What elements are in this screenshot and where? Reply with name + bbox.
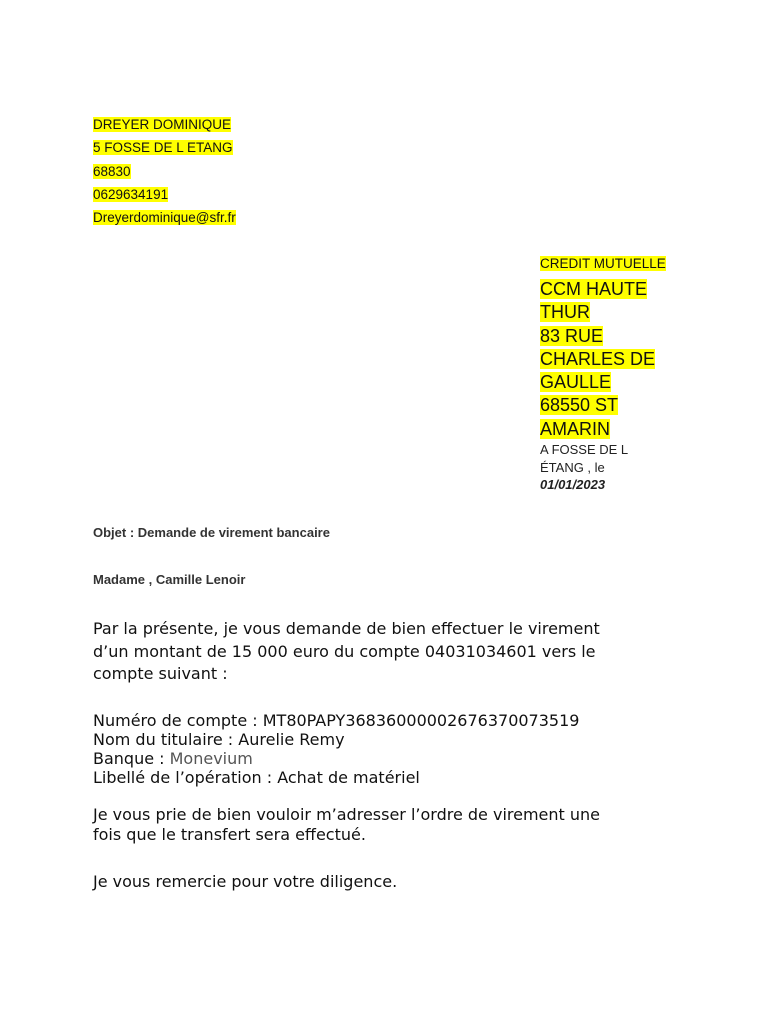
transfer-details xyxy=(93,711,673,787)
recipient-block xyxy=(540,255,680,494)
agency-line: CHARLES DE xyxy=(540,348,656,369)
recipient-bank: CREDIT MUTUELLE xyxy=(540,256,666,271)
sender-name: DREYER DOMINIQUE xyxy=(93,117,232,132)
recipient-agency xyxy=(540,278,680,441)
agency-line: THUR xyxy=(540,302,590,323)
account-value: MT80PAPY36836000002676370073519 xyxy=(262,711,580,730)
place-line: A FOSSE DE L xyxy=(540,442,629,458)
paragraph-line: fois que le transfert sera effectué. xyxy=(93,824,366,844)
letter-date: 01/01/2023 xyxy=(540,477,606,493)
sender-phone: 0629634191 xyxy=(93,186,169,202)
subject-line: Objet : Demande de virement bancaire xyxy=(93,525,330,540)
bank-row xyxy=(93,749,673,768)
agency-line: GAULLE xyxy=(540,372,612,393)
agency-line: 68550 ST xyxy=(540,395,619,416)
paragraph-line: compte suivant : xyxy=(93,664,228,683)
agency-line: CCM HAUTE xyxy=(540,279,647,299)
operation-label: Libellé de l’opération : xyxy=(93,768,278,787)
agency-line: 83 RUE xyxy=(540,325,604,346)
place-date xyxy=(540,441,680,494)
place-line: ÉTANG , le xyxy=(540,459,605,475)
paragraph-followup xyxy=(93,805,673,844)
bank-label: Banque : xyxy=(93,749,170,768)
sender-email: Dreyerdominique@sfr.fr xyxy=(93,210,236,226)
sender-postcode: 68830 xyxy=(93,163,131,179)
operation-value: Achat de matériel xyxy=(277,768,420,787)
agency-line: AMARIN xyxy=(540,418,611,439)
sender-block xyxy=(93,113,236,229)
bank-value: Monevium xyxy=(169,749,253,768)
paragraph-line: d’un montant de 15 000 euro du compte 04031034601 vers le xyxy=(93,641,596,661)
sender-street: 5 FOSSE DE L ETANG xyxy=(93,140,233,156)
holder-row xyxy=(93,730,673,749)
operation-row xyxy=(93,768,673,787)
paragraph-line: Je vous prie de bien vouloir m’adresser l’ordre de virement une xyxy=(93,805,601,824)
account-label: Numéro de compte : xyxy=(93,711,263,730)
holder-label: Nom du titulaire : xyxy=(93,730,239,749)
paragraph-request xyxy=(93,618,673,686)
closing-line: Je vous remercie pour votre diligence. xyxy=(93,872,398,891)
salutation: Madame , Camille Lenoir xyxy=(93,572,246,587)
paragraph-line: Par la présente, je vous demande de bien effectuer le virement xyxy=(93,619,600,638)
account-number-row xyxy=(93,711,673,730)
holder-value: Aurelie Remy xyxy=(238,730,345,749)
